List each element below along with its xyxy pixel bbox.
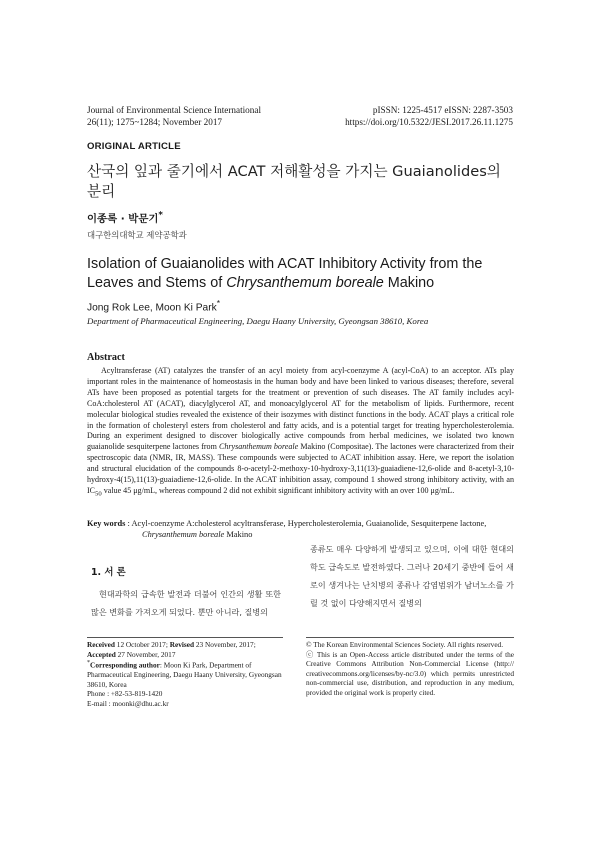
keywords-label: Key words <box>87 519 126 528</box>
korean-affiliation: 대구한의대학교 제약공학과 <box>87 230 187 240</box>
received-date: 12 October 2017; <box>114 640 170 649</box>
footnote-right <box>306 640 514 698</box>
received-line <box>87 640 287 650</box>
abstract-ic-sub: 50 <box>95 490 102 498</box>
intro-left-column: 현대과학의 급속한 발전과 더불어 인간의 생활 또한 많은 변화를 가져오게 되었다. 뿐만 아니라, 질병의 <box>91 589 281 617</box>
accepted-date: 27 November, 2017 <box>115 649 176 659</box>
journal-doi[interactable]: https://doi.org/10.5322/JESI.2017.26.11.1275 <box>345 117 513 127</box>
footnote-divider-left <box>87 637 283 638</box>
copyright-line: © The Korean Environmental Sciences Society. All rights reserved. <box>306 640 504 649</box>
keywords-list: : Acyl-coenzyme A:cholesterol acyltransferase, Hypercholesterolemia, Guaianolide, Sesquiterpene lactone, <box>125 519 487 528</box>
english-title-part1: Isolation of Guaianolides with ACAT Inhibitory Activity from the Leaves and Stems of <box>87 256 483 291</box>
abstract-heading: Abstract <box>87 352 125 363</box>
journal-issn: pISSN: 1225-4517 eISSN: 2287-3503 <box>372 105 513 115</box>
abstract-part2: Makino (Compositae). The lactones were characterized from their spectroscopic data (NMR, IR, MASS). These compounds were subjected to ACAT inhibition assay. Here, we report the isolation and structural elucidation of the compounds 8-o-acetyl-2-methoxy-10-hydroxy-3,11(13)-guaiadiene-12,6-olide and 8-acetyl-3,10-hydroxy-4(15),11(13)-guaiadiene-12,6-olide. In the ACAT inhibition assay, compound 1 showed strong inhibitory activity, with an IC <box>87 442 514 495</box>
accepted-label: Accepted <box>87 649 116 659</box>
received-label: Received <box>87 640 115 649</box>
keywords-makino: Makino <box>224 530 253 539</box>
corresponding-label: Corresponding author <box>90 660 160 670</box>
corresponding-author <box>87 659 287 689</box>
email-line[interactable]: E-mail : moonki@dhu.ac.kr <box>87 698 169 708</box>
korean-author-names: 이종록 · 박문기 <box>87 213 159 225</box>
license-text: ⓒ This is an Open-Access article distributed under the terms of the Creative Commons Attribution Non-Commercial License (http:// creativecommons.org/licenses/by-nc/3.0) which permits unrestricted non-commercial use, distribution, and reproduction in any medium, provided the original work is properly cited. <box>306 649 514 697</box>
english-author-names: Jong Rok Lee, Moon Ki Park <box>87 302 217 314</box>
phone-line: Phone : +82-53-819-1420 <box>87 689 163 699</box>
keywords-line1 <box>87 518 514 529</box>
revised-date: 23 November, 2017; <box>194 640 256 649</box>
korean-author-mark: * <box>158 210 163 221</box>
korean-title: 산국의 잎과 줄기에서 ACAT 저해활성을 가지는 Guaianolides의 분리 <box>87 163 501 200</box>
section-heading-introduction: 1. 서 론 <box>91 567 126 578</box>
abstract-body <box>87 366 514 500</box>
journal-volume: 26(11); 1275~1284; November 2017 <box>87 117 223 127</box>
keywords <box>87 518 514 540</box>
english-title <box>87 255 517 293</box>
footnote-divider-right <box>306 637 514 638</box>
intro-right-column: 종류도 매우 다양하게 발생되고 있으며, 이에 대한 현대의학도 급속도로 발전하였다. 그러나 20세기 중반에 들어 새로이 생겨나는 난치병의 종류나 감염범위가 남녀노소를 가릴 것 없이 다양해지면서 질병의 <box>310 544 514 608</box>
english-affiliation: Department of Pharmaceutical Engineering, Daegu Haany University, Gyeongsan 38610, Korea <box>87 316 429 326</box>
journal-header-right <box>253 104 513 128</box>
english-title-species: Chrysanthemum boreale <box>226 275 384 291</box>
english-authors <box>87 298 220 313</box>
footnote-left <box>87 640 287 709</box>
corresponding-mark: * <box>87 660 91 667</box>
keywords-species: Chrysanthemum boreale <box>142 530 225 539</box>
english-title-part2: Makino <box>383 275 435 291</box>
keywords-line2 <box>87 529 514 540</box>
corresponding-text: : Moon Ki Park, Department of Pharmaceutical Engineering, Daegu Haany University, Gyeongsan 38610, Korea <box>87 660 282 689</box>
abstract-part3: value 45 μg/mL, whereas compound 2 did not exhibit significant inhibitory activity with an over 100 μg/mL. <box>101 485 455 495</box>
journal-name: Journal of Environmental Science International <box>87 105 261 115</box>
revised-label: Revised <box>169 640 195 649</box>
english-author-mark: * <box>216 298 220 308</box>
korean-authors <box>87 210 163 225</box>
abstract-part1: Acyltransferase (AT) catalyzes the transfer of an acyl moiety from acyl-coenzyme A (acyl-CoA) to an acceptor. ATs play important roles in the maintenance of homeostasis in the human body and have been linked to various diseases; therefore, several ATs have been proposed as potential targets for the treatment or prevention of such diseases. The AT family includes acyl-CoA:cholesterol AT (ACAT), diacylglycerol AT, and monoacylglycerol AT for the metabolism of lipids. Furthermore, recent molecular biological studies revealed the existence of their isozymes with distinct functions in the body. ACAT plays a critical role in the formation of cholesteryl esters from cholesterol and fatty acids, and is a potential target for treating hypercholesterolemia. During an experiment designed to discover biologically active compounds from herbal medicines, we isolated two known guaianolide sesquiterpene lactones from <box>87 366 514 452</box>
accepted-line <box>87 650 287 660</box>
article-type: ORIGINAL ARTICLE <box>87 141 181 152</box>
abstract-species: Chrysanthemum boreale <box>219 442 299 452</box>
